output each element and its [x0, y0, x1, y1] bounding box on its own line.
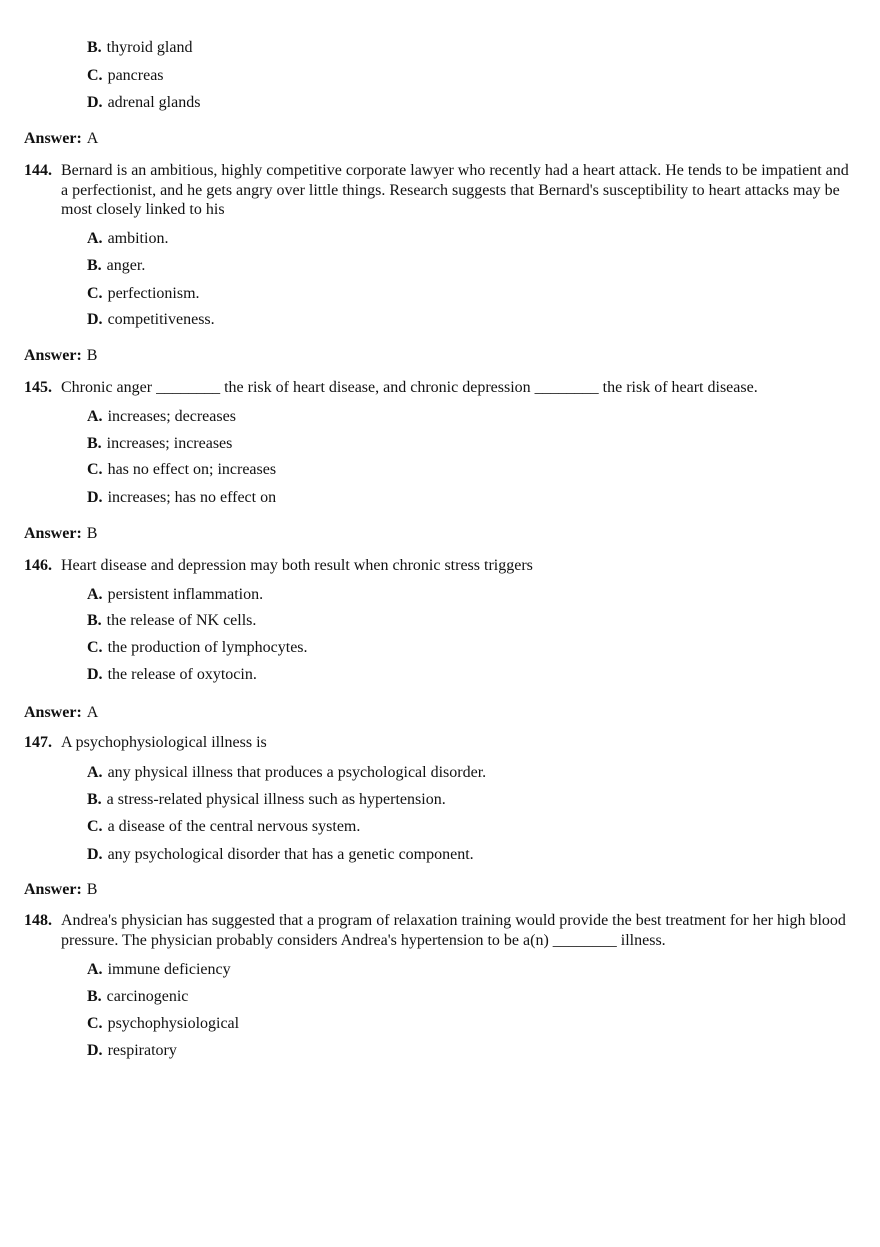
- option-text: pancreas: [107, 67, 164, 84]
- answer-value: B: [86, 881, 98, 898]
- answer-value: A: [86, 704, 99, 721]
- option-letter: C.: [87, 67, 103, 84]
- option-letter: D.: [87, 1042, 103, 1059]
- option-b: [87, 611, 256, 630]
- answer-line: [24, 129, 98, 148]
- question-number: 148.: [24, 912, 52, 929]
- answer-line: [24, 524, 97, 543]
- option-d: [87, 310, 215, 329]
- option-a: [87, 229, 168, 248]
- option-text: thyroid gland: [106, 39, 193, 56]
- option-letter: D.: [87, 489, 103, 506]
- question-text: Chronic anger ________ the risk of heart disease, and chronic depression ________ the risk of heart disease.: [61, 379, 758, 396]
- option-text: a stress-related physical illness such as hypertension.: [106, 791, 446, 808]
- option-letter: B.: [87, 791, 102, 808]
- option-text: ambition.: [107, 230, 169, 247]
- option-b: [87, 38, 192, 57]
- option-letter: A.: [87, 961, 103, 978]
- question-147: [24, 733, 854, 753]
- option-text: carcinogenic: [106, 988, 189, 1005]
- question-number: 144.: [24, 162, 52, 179]
- option-text: respiratory: [107, 1042, 177, 1059]
- option-text: increases; decreases: [107, 408, 236, 425]
- answer-line: [24, 703, 98, 722]
- option-text: a disease of the central nervous system.: [107, 818, 361, 835]
- option-letter: B.: [87, 988, 102, 1005]
- answer-label: Answer:: [24, 881, 82, 898]
- option-letter: C.: [87, 285, 103, 302]
- option-text: immune deficiency: [107, 961, 231, 978]
- option-text: the release of oxytocin.: [107, 666, 257, 683]
- question-144: [24, 161, 854, 220]
- option-c: [87, 817, 360, 836]
- option-a: [87, 585, 263, 604]
- question-text: Bernard is an ambitious, highly competitive corporate lawyer who recently had a heart attack. He tends to be impatient and a perfectionist, and he gets angry over little things. Research suggests that Bernard's susceptibility to heart attacks may be most closely linked to his: [61, 162, 849, 218]
- option-c: [87, 460, 276, 479]
- option-text: increases; increases: [106, 435, 233, 452]
- option-a: [87, 407, 236, 426]
- option-letter: A.: [87, 408, 103, 425]
- question-text: Heart disease and depression may both result when chronic stress triggers: [61, 557, 533, 574]
- option-text: has no effect on; increases: [107, 461, 277, 478]
- answer-label: Answer:: [24, 525, 82, 542]
- answer-label: Answer:: [24, 130, 82, 147]
- option-letter: A.: [87, 230, 103, 247]
- question-148: [24, 911, 854, 950]
- option-letter: A.: [87, 586, 103, 603]
- option-c: [87, 66, 164, 85]
- option-text: anger.: [106, 257, 146, 274]
- option-text: psychophysiological: [107, 1015, 240, 1032]
- option-letter: C.: [87, 1015, 103, 1032]
- option-b: [87, 256, 145, 275]
- option-text: increases; has no effect on: [107, 489, 277, 506]
- option-letter: D.: [87, 846, 103, 863]
- option-a: [87, 960, 231, 979]
- option-text: the production of lymphocytes.: [107, 639, 308, 656]
- question-146: [24, 556, 854, 576]
- option-letter: C.: [87, 818, 103, 835]
- question-text: A psychophysiological illness is: [61, 734, 267, 751]
- option-text: the release of NK cells.: [106, 612, 257, 629]
- answer-line: [24, 346, 97, 365]
- answer-label: Answer:: [24, 347, 82, 364]
- option-letter: A.: [87, 764, 103, 781]
- question-145: [24, 378, 854, 398]
- option-d: [87, 488, 276, 507]
- option-d: [87, 93, 200, 112]
- option-b: [87, 790, 446, 809]
- option-letter: B.: [87, 435, 102, 452]
- option-c: [87, 1014, 239, 1033]
- answer-label: Answer:: [24, 704, 82, 721]
- option-letter: B.: [87, 39, 102, 56]
- answer-value: B: [86, 347, 98, 364]
- option-d: [87, 665, 257, 684]
- option-text: competitiveness.: [107, 311, 215, 328]
- answer-value: A: [86, 130, 99, 147]
- question-text: Andrea's physician has suggested that a program of relaxation training would provide the best treatment for her high blood pressure. The physician probably considers Andrea's hypertension to be a(n) ________ illness.: [61, 912, 846, 949]
- question-number: 145.: [24, 379, 52, 396]
- option-text: any physical illness that produces a psychological disorder.: [107, 764, 487, 781]
- option-text: perfectionism.: [107, 285, 200, 302]
- option-letter: B.: [87, 612, 102, 629]
- option-text: persistent inflammation.: [107, 586, 264, 603]
- option-b: [87, 434, 232, 453]
- option-text: adrenal glands: [107, 94, 201, 111]
- option-a: [87, 763, 486, 782]
- option-letter: D.: [87, 94, 103, 111]
- question-number: 147.: [24, 734, 52, 751]
- option-letter: D.: [87, 666, 103, 683]
- option-d: [87, 845, 474, 864]
- option-d: [87, 1041, 177, 1060]
- option-c: [87, 284, 200, 303]
- option-letter: C.: [87, 461, 103, 478]
- option-b: [87, 987, 188, 1006]
- option-letter: C.: [87, 639, 103, 656]
- answer-line: [24, 880, 97, 899]
- answer-value: B: [86, 525, 98, 542]
- option-text: any psychological disorder that has a genetic component.: [107, 846, 474, 863]
- question-number: 146.: [24, 557, 52, 574]
- option-c: [87, 638, 308, 657]
- option-letter: D.: [87, 311, 103, 328]
- option-letter: B.: [87, 257, 102, 274]
